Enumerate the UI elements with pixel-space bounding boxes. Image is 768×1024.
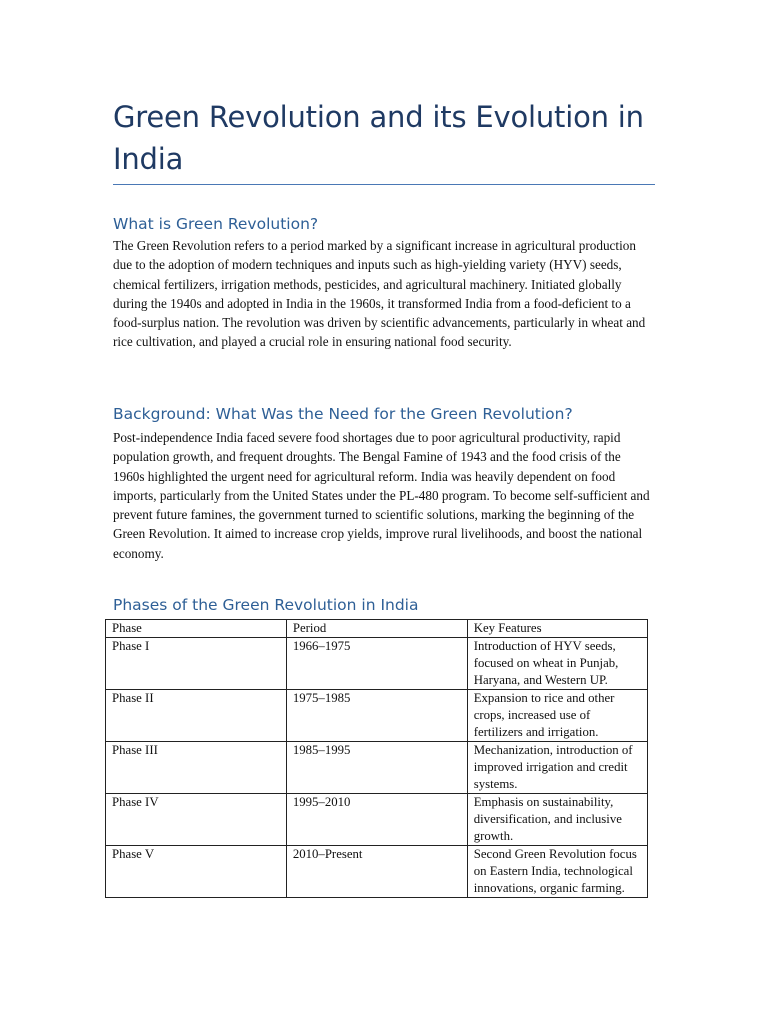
- paragraph-what-is: The Green Revolution refers to a period marked by a significant increase in agricultural production due to the adoption of modern techniques and inputs such as high-yielding variety (HYV) seeds, chemical fertilizers, irrigation methods, pesticides, and agricultural machinery. Initiated globally during the 1940s and adopted in India in the 1960s, it transformed India from a food-deficient to a food-surplus nation. The revolution was driven by scientific advancements, particularly in wheat and rice cultivation, and played a crucial role in ensuring national food security.: [113, 238, 646, 350]
- table-row: [106, 846, 648, 898]
- table-cell-features: Introduction of HYV seeds, focused on wheat in Punjab, Haryana, and Western UP.: [467, 638, 647, 690]
- table-cell-features: Expansion to rice and other crops, increased use of fertilizers and irrigation.: [467, 690, 647, 742]
- table-cell-features: Second Green Revolution focus on Eastern India, technological innovations, organic farming.: [467, 846, 647, 898]
- table-header-cell: Key Features: [467, 620, 647, 638]
- section-heading-phases: Phases of the Green Revolution in India: [113, 596, 419, 614]
- table-cell-features: Emphasis on sustainability, diversification, and inclusive growth.: [467, 794, 647, 846]
- table-header-cell: Phase: [106, 620, 287, 638]
- table-header-cell: Period: [286, 620, 467, 638]
- table-cell-phase: Phase I: [106, 638, 287, 690]
- document-title: Green Revolution and its Evolution in India: [113, 100, 644, 176]
- table-cell-phase: Phase II: [106, 690, 287, 742]
- table-row: [106, 742, 648, 794]
- table-cell-phase: Phase V: [106, 846, 287, 898]
- table-cell-period: 1995–2010: [286, 794, 467, 846]
- table-row: [106, 638, 648, 690]
- table-cell-period: 2010–Present: [286, 846, 467, 898]
- section-heading-what-is: What is Green Revolution?: [113, 215, 319, 233]
- table-cell-period: 1975–1985: [286, 690, 467, 742]
- table-row: [106, 690, 648, 742]
- table-cell-period: 1966–1975: [286, 638, 467, 690]
- table-header-row: [106, 620, 648, 638]
- table-row: [106, 794, 648, 846]
- section-heading-background: Background: What Was the Need for the Green Revolution?: [113, 405, 573, 423]
- table-cell-features: Mechanization, introduction of improved irrigation and credit systems.: [467, 742, 647, 794]
- title-divider: [113, 184, 655, 185]
- table-cell-phase: Phase III: [106, 742, 287, 794]
- paragraph-background: Post-independence India faced severe food shortages due to poor agricultural productivity, rapid population growth, and frequent droughts. The Bengal Famine of 1943 and the food crisis of the 1960s highlighted the urgent need for agricultural reform. India was heavily dependent on food imports, particularly from the United States under the PL-480 program. To become self-sufficient and prevent future famines, the government turned to scientific solutions, marking the beginning of the Green Revolution. It aimed to increase crop yields, improve rural livelihoods, and boost the national economy.: [113, 430, 650, 561]
- document-page: [113, 0, 655, 614]
- table-cell-period: 1985–1995: [286, 742, 467, 794]
- phases-table: [105, 619, 648, 898]
- table-cell-phase: Phase IV: [106, 794, 287, 846]
